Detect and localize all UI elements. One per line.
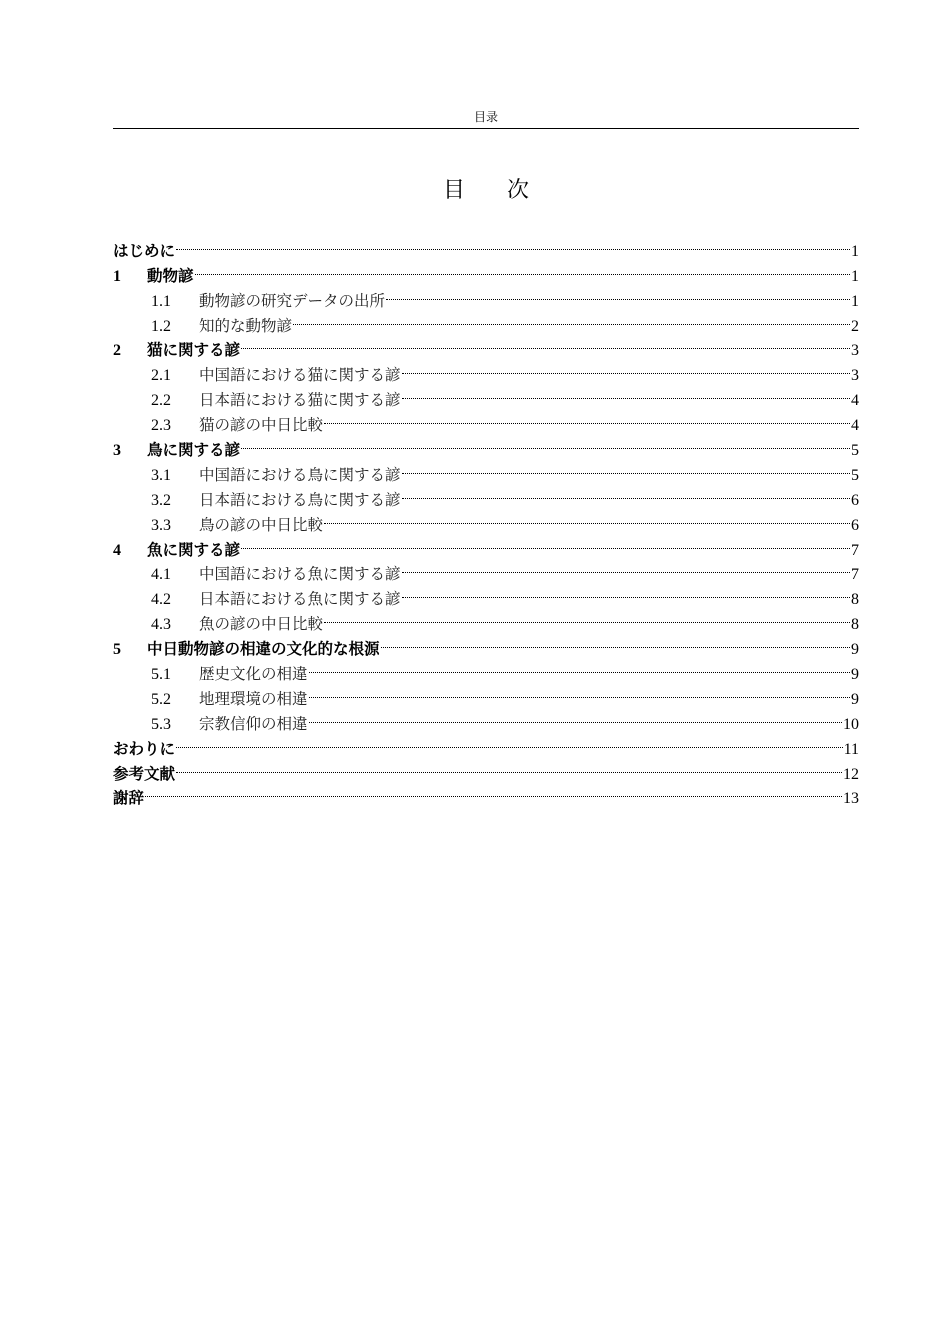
- toc-entry-number: 3: [113, 442, 121, 460]
- toc-entry-page: 7: [851, 541, 859, 559]
- dot-leader: [145, 779, 842, 804]
- dot-leader: [402, 579, 850, 604]
- toc-entry-label: 鳥の諺の中日比較: [199, 515, 324, 534]
- toc-entry-number: 5.3: [151, 715, 171, 733]
- dot-leader: [324, 405, 850, 430]
- dot-leader: [309, 704, 842, 729]
- dot-leader: [381, 629, 850, 654]
- toc-entry-number: 5.1: [151, 666, 171, 684]
- toc-entry-label: おわりに: [113, 739, 176, 758]
- dot-leader: [241, 430, 850, 455]
- dot-leader: [402, 480, 850, 505]
- toc-entry-label: 宗教信仰の相違: [199, 714, 308, 733]
- toc-entry-label: 動物諺: [147, 266, 194, 285]
- dot-leader: [176, 231, 850, 256]
- dot-leader: [176, 729, 843, 754]
- dot-leader: [324, 604, 850, 629]
- toc-entry-page: 6: [851, 516, 859, 534]
- toc-entry-number: 3.3: [151, 516, 171, 534]
- toc-entry-page: 3: [851, 367, 859, 385]
- toc-entry-label: 動物諺の研究データの出所: [199, 291, 386, 310]
- toc-entry-label: 日本語における魚に関する諺: [199, 590, 401, 609]
- toc-entry-label: 地理環境の相違: [199, 689, 308, 708]
- toc-entry-number: 2.1: [151, 367, 171, 385]
- toc-entry-label: 魚に関する諺: [147, 540, 241, 559]
- toc-entry-page: 1: [851, 292, 859, 310]
- toc-entry-page: 8: [851, 591, 859, 609]
- toc-entry-page: 5: [851, 466, 859, 484]
- toc-entry-label: 参考文献: [113, 764, 176, 783]
- toc-entry-number: 5.2: [151, 690, 171, 708]
- toc-entry[interactable]: [113, 231, 859, 260]
- toc-entry-page: 3: [851, 342, 859, 360]
- toc-entry-label: 日本語における猫に関する諺: [199, 391, 401, 410]
- toc-entry-number: 3.1: [151, 466, 171, 484]
- toc-entry-page: 9: [851, 641, 859, 659]
- toc-entry-number: 4.1: [151, 566, 171, 584]
- toc-entry-page: 7: [851, 566, 859, 584]
- toc-entry-page: 11: [843, 740, 859, 758]
- toc-entry[interactable]: [113, 256, 859, 285]
- toc-entry-page: 1: [851, 242, 859, 260]
- dot-leader: [309, 679, 850, 704]
- toc-entry-page: 6: [851, 491, 859, 509]
- toc-entry-number: 1.1: [151, 292, 171, 310]
- toc-entry-page: 5: [851, 442, 859, 460]
- dot-leader: [195, 256, 850, 281]
- toc-entry-label: 鳥に関する諺: [147, 441, 241, 460]
- dot-leader: [309, 654, 850, 679]
- toc-entry-label: 日本語における鳥に関する諺: [199, 490, 401, 509]
- toc-entry[interactable]: [113, 754, 859, 783]
- toc-entry-number: 4.3: [151, 616, 171, 634]
- toc-entry-label: 中日動物諺の相違の文化的な根源: [147, 640, 380, 659]
- dot-leader: [386, 281, 850, 306]
- toc-entry[interactable]: [113, 779, 859, 808]
- toc-entry-number: 4: [113, 541, 121, 559]
- dot-leader: [402, 355, 850, 380]
- running-header: 目录: [473, 110, 498, 124]
- dot-leader: [402, 455, 850, 480]
- dot-leader: [324, 505, 850, 530]
- dot-leader: [241, 331, 850, 356]
- toc-entry-label: 中国語における鳥に関する諺: [199, 465, 401, 484]
- toc-entry-number: 2.3: [151, 417, 171, 435]
- toc-entry-label: はじめに: [113, 241, 176, 260]
- toc-entry-number: 1: [113, 267, 121, 285]
- toc-entry[interactable]: [113, 729, 859, 758]
- toc-entry-label: 猫の諺の中日比較: [199, 416, 324, 435]
- toc-entry-number: 5: [113, 641, 121, 659]
- dot-leader: [293, 306, 850, 331]
- toc-entry-page: 13: [843, 790, 859, 808]
- toc-title-part1: 目: [442, 178, 465, 203]
- toc-title-part2: 次: [507, 178, 530, 203]
- toc-entry-page: 10: [843, 715, 859, 733]
- dot-leader: [402, 555, 850, 580]
- toc-entry-label: 歴史文化の相違: [199, 665, 308, 684]
- toc-entry-label: 知的な動物諺: [199, 316, 293, 335]
- toc-entry-page: 8: [851, 616, 859, 634]
- toc-entry-number: 2.2: [151, 392, 171, 410]
- toc-entry-number: 4.2: [151, 591, 171, 609]
- toc-entry-label: 猫に関する諺: [147, 341, 241, 360]
- dot-leader: [241, 530, 850, 555]
- dot-leader: [176, 754, 842, 779]
- toc-entry-label: 中国語における猫に関する諺: [199, 366, 401, 385]
- toc-entry-number: 2: [113, 342, 121, 360]
- dot-leader: [402, 380, 850, 405]
- toc-entry-page: 2: [851, 317, 859, 335]
- toc-entry-page: 12: [843, 765, 859, 783]
- toc-entry-page: 9: [851, 666, 859, 684]
- toc-entry-label: 謝辞: [113, 789, 145, 808]
- toc-title: [113, 176, 859, 206]
- toc-entry-page: 1: [851, 267, 859, 285]
- toc-entry-number: 3.2: [151, 491, 171, 509]
- toc-entry-page: 9: [851, 690, 859, 708]
- toc-entry-number: 1.2: [151, 317, 171, 335]
- toc-entry-page: 4: [851, 417, 859, 435]
- toc-entry-page: 4: [851, 392, 859, 410]
- toc-entry-label: 中国語における魚に関する諺: [199, 565, 401, 584]
- table-of-contents: [113, 231, 859, 808]
- toc-entry[interactable]: [113, 281, 859, 310]
- header-rule: [113, 128, 859, 129]
- toc-entry-label: 魚の諺の中日比較: [199, 615, 324, 634]
